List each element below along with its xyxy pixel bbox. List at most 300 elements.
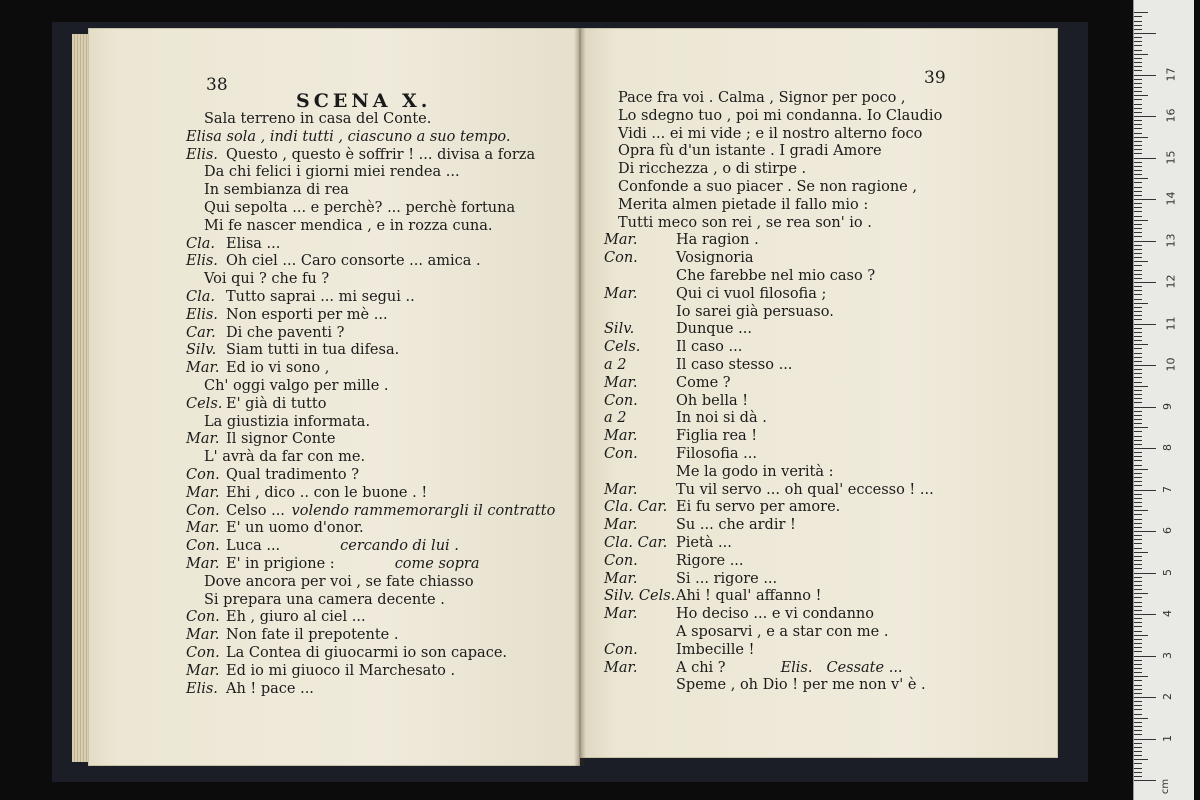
text-line	[604, 231, 759, 249]
ruler-tick	[1134, 602, 1142, 603]
ruler-tick	[1134, 182, 1142, 183]
ruler-tick	[1134, 527, 1142, 528]
left-page-number: 38	[206, 75, 228, 95]
ruler-tick	[1134, 203, 1142, 204]
ruler-tick	[1134, 498, 1142, 499]
text-line	[604, 570, 777, 588]
line-text: Dove ancora per voi , se fate chiasso	[204, 573, 474, 590]
ruler-tick	[1134, 220, 1148, 221]
ruler-tick	[1134, 573, 1156, 574]
line-text: Elisa ...	[226, 235, 281, 252]
line-text: Il signor Conte	[226, 431, 336, 448]
line-text: E' in prigione :	[226, 556, 335, 572]
speaker-label: Car.	[186, 324, 216, 341]
ruler-tick	[1134, 560, 1142, 561]
ruler-tick	[1134, 689, 1142, 690]
ruler-tick	[1134, 635, 1148, 636]
text-line	[186, 359, 329, 377]
line-text: Rigore ...	[676, 552, 744, 569]
line-text: Qui sepolta ... e perchè? ... perchè fortuna	[204, 200, 516, 216]
text-line	[604, 409, 767, 427]
text-line	[186, 680, 314, 698]
speaker-label: Silv. Cels.	[604, 588, 676, 605]
text-line	[204, 163, 460, 181]
speaker-label: Mar.	[186, 360, 220, 377]
speaker-label: Cels.	[186, 395, 223, 412]
ruler-tick	[1134, 75, 1156, 76]
speaker-label: Con.	[604, 446, 638, 462]
ruler-tick	[1134, 465, 1142, 466]
text-line	[604, 249, 754, 267]
text-line	[186, 306, 388, 324]
line-text: Di che paventi ?	[226, 324, 345, 341]
ruler-tick	[1134, 490, 1156, 491]
text-line	[618, 214, 872, 232]
ruler-tick	[1134, 21, 1142, 22]
ruler-tick	[1134, 502, 1142, 503]
speaker-label: Cla.	[186, 235, 215, 252]
text-line	[618, 125, 922, 143]
speaker-label: Con.	[186, 645, 220, 661]
ruler-label: 10	[1164, 357, 1178, 372]
ruler-label: 17	[1164, 67, 1178, 81]
text-line	[186, 252, 481, 270]
ruler-tick	[1134, 510, 1148, 511]
text-line	[604, 498, 840, 516]
ruler-tick	[1134, 377, 1142, 378]
ruler-tick	[1134, 768, 1142, 769]
line-text: Ch' oggi valgo per mille .	[204, 378, 389, 394]
ruler-tick	[1134, 780, 1156, 781]
speaker-label: a 2	[604, 410, 627, 427]
ruler-tick	[1134, 99, 1142, 100]
line-text: Eh , giuro al ciel ...	[226, 609, 366, 626]
speaker-label: Mar.	[186, 627, 220, 644]
ruler-tick	[1134, 373, 1142, 374]
ruler-tick	[1134, 87, 1142, 88]
text-line	[604, 552, 744, 570]
ruler-tick	[1134, 660, 1142, 661]
line-text: Ei fu servo per amore.	[676, 499, 841, 516]
ruler-tick	[1134, 626, 1142, 627]
ruler-tick	[1134, 228, 1142, 229]
ruler-label: 9	[1161, 402, 1174, 410]
ruler-tick	[1134, 166, 1142, 167]
ruler-tick	[1134, 336, 1142, 337]
ruler-tick	[1134, 315, 1142, 316]
ruler-tick	[1134, 141, 1142, 142]
ruler-tick	[1134, 460, 1142, 461]
text-line	[618, 196, 868, 214]
ruler-tick	[1134, 759, 1148, 760]
text-line	[604, 516, 796, 534]
text-line	[186, 555, 480, 573]
line-text: Vosignoria	[676, 250, 754, 267]
ruler-tick	[1134, 290, 1142, 291]
ruler-tick	[1134, 274, 1142, 275]
text-line	[186, 288, 415, 306]
line-text: A chi ?	[676, 659, 726, 676]
ruler-tick	[1134, 776, 1142, 777]
ruler-tick	[1134, 714, 1142, 715]
ruler-tick	[1134, 419, 1142, 420]
ruler-tick	[1134, 386, 1148, 387]
ruler-tick	[1134, 12, 1148, 13]
speaker-label: Mar.	[186, 431, 220, 448]
line-text: La giustizia informata.	[204, 413, 371, 430]
line-text: Me la godo in verità :	[676, 463, 834, 480]
ruler-tick	[1134, 693, 1142, 694]
ruler-tick	[1134, 348, 1142, 349]
text-line	[186, 644, 507, 662]
ruler-tick	[1134, 448, 1156, 449]
speaker-label: Elis.	[186, 146, 218, 163]
ruler-tick	[1134, 726, 1142, 727]
ruler-tick	[1134, 207, 1142, 208]
line-text: Vidi ... ei mi vide ; e il nostro alterno foco	[618, 125, 923, 142]
ruler-tick	[1134, 187, 1142, 188]
ruler-tick	[1134, 153, 1142, 154]
ruler-tick	[1134, 407, 1156, 408]
ruler-tick	[1134, 50, 1142, 51]
ruler-tick	[1134, 158, 1156, 159]
ruler-tick	[1134, 643, 1142, 644]
text-line	[186, 395, 326, 413]
ruler-tick	[1134, 83, 1142, 84]
speaker-label: Con.	[604, 392, 638, 409]
ruler-tick	[1134, 631, 1142, 632]
ruler-tick	[1134, 120, 1142, 121]
ruler-tick	[1134, 369, 1142, 370]
line-text: Non esporti per mè ...	[226, 306, 388, 323]
ruler-tick	[1134, 282, 1156, 283]
line-text: Qual tradimento ?	[226, 467, 360, 483]
text-line	[676, 623, 888, 641]
text-line	[604, 427, 757, 445]
ruler-tick	[1134, 170, 1142, 171]
ruler-tick	[1134, 718, 1148, 719]
ruler-tick	[1134, 485, 1142, 486]
text-line	[676, 267, 875, 285]
line-text: In sembianza di rea	[204, 182, 349, 199]
ruler-tick	[1134, 548, 1142, 549]
text-line	[186, 662, 455, 680]
text-line	[204, 181, 349, 199]
line-text: Confonde a suo piacer . Se non ragione ,	[618, 179, 917, 195]
ruler-tick	[1134, 440, 1142, 441]
text-line	[604, 534, 732, 552]
aside-speaker: Elis.	[780, 659, 813, 676]
ruler-tick	[1134, 307, 1142, 308]
text-line	[204, 270, 329, 288]
ruler-tick	[1134, 585, 1142, 586]
text-line	[204, 377, 389, 395]
ruler-tick	[1134, 452, 1142, 453]
ruler-tick	[1134, 618, 1142, 619]
line-text: Lo sdegno tuo , poi mi condanna. Io Claudio	[618, 107, 943, 124]
ruler-tick	[1134, 556, 1142, 557]
text-line	[186, 519, 364, 537]
ruler-tick	[1134, 332, 1142, 333]
ruler-tick	[1134, 195, 1142, 196]
ruler-tick	[1134, 137, 1148, 138]
ruler-tick	[1134, 91, 1142, 92]
ruler-tick	[1134, 597, 1142, 598]
ruler-tick	[1134, 444, 1142, 445]
stage-direction: cercando di lui .	[340, 538, 459, 555]
text-line	[204, 448, 365, 466]
ruler-tick	[1134, 104, 1142, 105]
line-text: Sala terreno in casa del Conte.	[204, 111, 432, 127]
ruler-label: 6	[1161, 527, 1174, 534]
stage-direction: Cessate ...	[826, 659, 903, 676]
ruler-tick	[1134, 473, 1142, 474]
speaker-label: Con.	[186, 467, 220, 483]
ruler-tick	[1134, 294, 1142, 295]
text-line	[186, 341, 399, 359]
ruler-tick	[1134, 539, 1142, 540]
ruler-tick	[1134, 236, 1142, 237]
speaker-label: Mar.	[604, 659, 638, 676]
ruler-tick	[1134, 319, 1142, 320]
ruler-tick	[1134, 531, 1156, 532]
ruler-tick	[1134, 519, 1142, 520]
ruler-tick	[1134, 286, 1142, 287]
ruler-tick	[1134, 436, 1142, 437]
ruler-tick	[1134, 651, 1142, 652]
ruler-unit: cm	[1160, 778, 1172, 795]
line-text: Questo , questo è soffrir ! ... divisa a forza	[226, 146, 536, 163]
ruler-tick	[1134, 411, 1142, 412]
line-text: E' già di tutto	[226, 395, 327, 412]
line-text: La Contea di giuocarmi io son capace.	[226, 645, 508, 661]
line-text: Il caso stesso ...	[676, 357, 793, 373]
text-line	[676, 463, 833, 481]
line-text: Dunque ...	[676, 321, 752, 338]
ruler-label: 5	[1161, 568, 1174, 576]
ruler-tick	[1134, 456, 1142, 457]
speaker-label: Cla.	[186, 289, 215, 305]
speaker-label: Mar.	[604, 285, 638, 302]
speaker-label: Mar.	[186, 484, 220, 501]
ruler-label: 4	[1161, 610, 1174, 617]
ruler-label: 7	[1161, 485, 1174, 493]
line-text: Ah ! pace ...	[226, 680, 314, 697]
ruler-tick	[1134, 124, 1142, 125]
ruler-tick	[1134, 755, 1142, 756]
ruler-tick	[1134, 772, 1142, 773]
line-text: Elisa sola , indi tutti , ciascuno a suo tempo.	[186, 128, 511, 145]
ruler-tick	[1134, 427, 1148, 428]
line-text: L' avrà da far con me.	[204, 449, 366, 466]
line-text: Ahi ! qual' affanno !	[676, 588, 822, 605]
line-text: Di ricchezza , o di stirpe .	[618, 161, 807, 178]
ruler-tick	[1134, 257, 1142, 258]
line-text: Tutto saprai ... mi segui ..	[226, 289, 415, 305]
ruler-tick	[1134, 191, 1142, 192]
ruler-label: 13	[1164, 233, 1178, 247]
speaker-label: Con.	[604, 250, 638, 267]
text-line	[186, 608, 366, 626]
ruler-tick	[1134, 79, 1142, 80]
ruler-tick	[1134, 16, 1142, 17]
speaker-label: Con.	[186, 538, 220, 555]
ruler-tick	[1134, 431, 1142, 432]
ruler-label: 2	[1161, 693, 1174, 700]
text-line	[204, 413, 370, 431]
ruler-tick	[1134, 145, 1142, 146]
line-text: Pace fra voi . Calma , Signor per poco ,	[618, 90, 906, 106]
line-text: Filosofia ...	[676, 446, 757, 462]
ruler-tick	[1134, 568, 1142, 569]
ruler-tick	[1134, 415, 1142, 416]
ruler-tick	[1134, 382, 1142, 383]
speaker-label: Con.	[186, 609, 220, 626]
ruler-tick	[1134, 245, 1142, 246]
ruler-tick	[1134, 564, 1142, 565]
speaker-label: a 2	[604, 357, 627, 373]
ruler-tick	[1134, 523, 1142, 524]
line-text: Luca ...	[226, 538, 281, 555]
text-line	[186, 466, 359, 484]
stage-direction: volendo rammemorargli il contratto	[291, 502, 556, 519]
text-line	[618, 107, 942, 125]
ruler-tick	[1134, 41, 1142, 42]
text-line	[604, 641, 754, 659]
ruler-label: 16	[1164, 108, 1178, 123]
text-line	[618, 160, 806, 178]
text-line	[186, 626, 398, 644]
ruler-tick	[1134, 552, 1148, 553]
ruler-tick	[1134, 216, 1142, 217]
ruler-tick	[1134, 299, 1142, 300]
line-text: Oh ciel ... Caro consorte ... amica .	[226, 253, 481, 270]
ruler-tick	[1134, 680, 1142, 681]
ruler-tick	[1134, 622, 1142, 623]
speaker-label: Mar.	[604, 481, 638, 498]
text-line	[604, 338, 742, 356]
text-line	[186, 484, 427, 502]
ruler-tick	[1134, 697, 1156, 698]
ruler-tick	[1134, 739, 1156, 740]
ruler-tick	[1134, 751, 1142, 752]
ruler-tick	[1134, 747, 1142, 748]
ruler-tick	[1134, 390, 1142, 391]
text-line	[604, 285, 826, 303]
ruler-tick	[1134, 162, 1142, 163]
ruler-tick	[1134, 128, 1142, 129]
text-line	[676, 303, 834, 321]
line-text: A sposarvi , e a star con me .	[676, 624, 889, 640]
text-line	[204, 110, 431, 128]
ruler-tick	[1134, 639, 1142, 640]
text-line	[204, 217, 493, 235]
ruler-tick	[1134, 253, 1142, 254]
ruler-tick	[1134, 108, 1142, 109]
ruler-tick	[1134, 265, 1142, 266]
ruler-tick	[1134, 249, 1142, 250]
ruler-tick	[1134, 149, 1142, 150]
right-page-number: 39	[924, 68, 946, 88]
speaker-label: Mar.	[186, 520, 220, 537]
line-text: Ed io vi sono ,	[226, 360, 330, 377]
ruler-tick	[1134, 95, 1148, 96]
line-text: Pietà ...	[676, 535, 732, 551]
ruler-tick	[1134, 664, 1142, 665]
ruler-label: 1	[1161, 734, 1174, 742]
speaker-label: Cla. Car.	[604, 499, 668, 516]
ruler-tick	[1134, 398, 1142, 399]
ruler-tick	[1134, 514, 1142, 515]
ruler-tick	[1134, 133, 1142, 134]
ruler-tick	[1134, 709, 1142, 710]
ruler-tick	[1134, 494, 1142, 495]
line-text: E' un uomo d'onor.	[226, 520, 364, 537]
ruler-tick	[1134, 224, 1142, 225]
text-line	[604, 445, 757, 463]
speaker-label: Elis.	[186, 680, 218, 697]
ruler-tick	[1134, 685, 1142, 686]
ruler-tick	[1134, 730, 1142, 731]
stage-direction: come sopra	[394, 556, 480, 572]
ruler-tick	[1134, 589, 1142, 590]
ruler-tick	[1134, 672, 1142, 673]
line-text: Ed io mi giuoco il Marchesato .	[226, 662, 456, 679]
ruler-label: 12	[1164, 274, 1178, 289]
text-line	[186, 146, 535, 164]
text-line	[618, 178, 917, 196]
speaker-label: Mar.	[186, 556, 220, 572]
ruler-tick	[1134, 394, 1142, 395]
ruler-tick	[1134, 270, 1142, 271]
ruler-tick	[1134, 174, 1142, 175]
ruler-tick	[1134, 45, 1142, 46]
ruler-tick	[1134, 535, 1142, 536]
ruler-tick	[1134, 593, 1148, 594]
ruler-tick	[1134, 116, 1156, 117]
ruler-tick	[1134, 361, 1142, 362]
ruler-tick	[1134, 365, 1156, 366]
text-line	[204, 573, 474, 591]
line-text: Imbecille !	[676, 641, 755, 658]
ruler-tick	[1134, 344, 1148, 345]
speaker-label: Cels.	[604, 339, 641, 356]
line-text: Merita almen pietade il fallo mio :	[618, 196, 869, 213]
text-line	[618, 142, 882, 160]
ruler-tick	[1134, 481, 1142, 482]
text-line	[204, 591, 445, 609]
ruler-tick	[1134, 37, 1142, 38]
text-line	[604, 587, 821, 605]
line-text: Tutti meco son rei , se rea son' io .	[618, 214, 872, 231]
ruler-tick	[1134, 506, 1142, 507]
line-text: Si prepara una camera decente .	[204, 591, 445, 608]
ruler-tick	[1134, 340, 1142, 341]
ruler-tick	[1134, 33, 1156, 34]
line-text: Da chi felici i giorni miei rendea ...	[204, 164, 460, 181]
text-line	[604, 356, 792, 374]
ruler-tick	[1134, 278, 1142, 279]
speaker-label: Con.	[186, 502, 220, 519]
speaker-label: Mar.	[604, 232, 638, 249]
speaker-label: Mar.	[604, 606, 638, 623]
line-text: Figlia rea !	[676, 428, 758, 445]
ruler-tick	[1134, 614, 1156, 615]
ruler-tick	[1134, 656, 1156, 657]
text-line	[618, 89, 906, 107]
ruler-tick	[1134, 178, 1148, 179]
line-text: Si ... rigore ...	[676, 570, 778, 587]
